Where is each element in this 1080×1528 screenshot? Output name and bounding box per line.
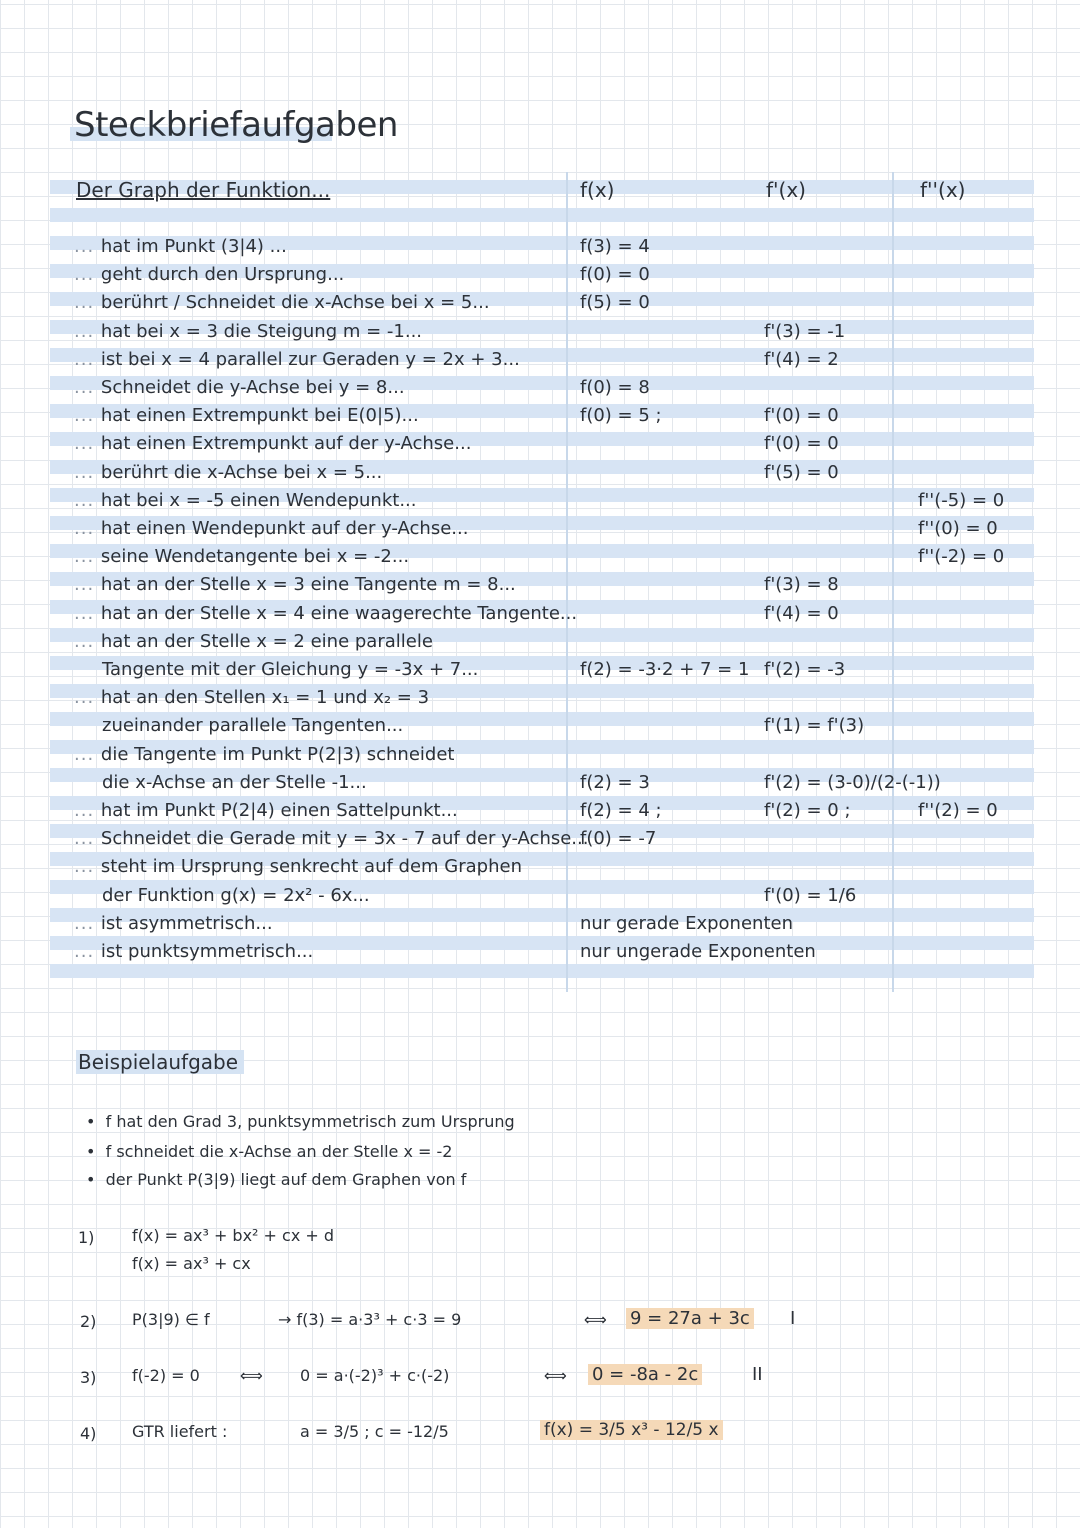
list-item: • der Punkt P(3|9) liegt auf dem Graphen von f xyxy=(86,1170,467,1189)
ellipsis-marker: ... xyxy=(74,489,101,511)
ellipsis-marker: ... xyxy=(74,941,101,962)
condition-text: hat bei x = 3 die Steigung m = -1... xyxy=(100,320,423,342)
cell-fx: f(0) = -7 xyxy=(580,828,657,850)
ellipsis-marker: ... xyxy=(74,574,101,596)
cell-f2: f''(-5) = 0 xyxy=(918,489,1005,511)
condition-text: hat an den Stellen x₁ = 1 und x₂ = 3 xyxy=(100,687,430,709)
step-2-equation: → f(3) = a·3³ + c·3 = 9 xyxy=(278,1310,462,1329)
header-fx: f(x) xyxy=(580,178,615,202)
condition-text: hat einen Wendepunkt auf der y-Achse... xyxy=(100,518,469,539)
table-row xyxy=(74,236,287,257)
list-item: • f schneidet die x-Achse an der Stelle x = -2 xyxy=(86,1142,453,1161)
condition-text: die x-Achse an der Stelle -1... xyxy=(102,771,367,793)
step-number: 4) xyxy=(80,1424,97,1443)
condition-text: Schneidet die Gerade mit y = 3x - 7 auf der y-Achse... xyxy=(100,828,589,850)
ellipsis-marker: ... xyxy=(74,264,101,286)
cell-f1: f'(0) = 0 xyxy=(764,405,839,427)
ellipsis-marker: ... xyxy=(74,800,101,821)
table-row xyxy=(74,405,419,426)
cell-fx: f(2) = 3 xyxy=(580,771,650,793)
condition-text: hat im Punkt (3|4) ... xyxy=(100,236,287,257)
condition-text: ist asymmetrisch... xyxy=(100,912,273,934)
cell-f1: f'(2) = (3-0)/(2-(-1)) xyxy=(764,771,941,793)
table-row xyxy=(74,349,520,370)
cell-fx: f(2) = 4 ; xyxy=(580,800,662,821)
condition-text: hat einen Extrempunkt auf der y-Achse... xyxy=(100,433,472,455)
condition-text: hat einen Extrempunkt bei E(0|5)... xyxy=(100,405,419,427)
equivalence-arrow: ⟺ xyxy=(240,1366,263,1385)
ellipsis-marker: ... xyxy=(74,630,101,652)
ellipsis-marker: ... xyxy=(74,546,101,568)
equivalence-arrow: ⟺ xyxy=(584,1310,607,1329)
step-3-equation: 0 = a·(-2)³ + c·(-2) xyxy=(300,1366,450,1385)
table-row xyxy=(102,772,367,793)
table-row xyxy=(74,462,382,483)
cell-fx: f(2) = -3·2 + 7 = 1 xyxy=(580,659,750,680)
table-row xyxy=(74,574,516,595)
step-number: 1) xyxy=(78,1228,95,1247)
table-row xyxy=(74,264,344,285)
condition-text: berührt / Schneidet die x-Achse bei x = 5... xyxy=(100,292,490,314)
cell-f1: f'(0) = 1/6 xyxy=(764,884,857,906)
step-4-solution: a = 3/5 ; c = -12/5 xyxy=(300,1422,449,1441)
table-row xyxy=(74,603,577,624)
step-4-label: GTR liefert : xyxy=(132,1422,228,1441)
cell-fx: nur gerade Exponenten xyxy=(580,912,793,934)
table-row xyxy=(74,744,454,765)
condition-text: seine Wendetangente bei x = -2... xyxy=(100,546,410,568)
cell-f1: f'(0) = 0 xyxy=(764,433,839,455)
ellipsis-marker: ... xyxy=(74,236,101,257)
cell-fx: f(5) = 0 xyxy=(580,292,650,314)
cell-f1: f'(4) = 0 xyxy=(764,602,839,624)
table-row xyxy=(74,631,433,652)
roman-numeral-i: I xyxy=(790,1308,796,1329)
step-1-reduced-form: f(x) = ax³ + cx xyxy=(132,1254,251,1273)
table-row xyxy=(102,885,370,906)
table-row xyxy=(102,715,403,736)
list-item: • f hat den Grad 3, punktsymmetrisch zum Ursprung xyxy=(86,1112,515,1131)
condition-text: hat im Punkt P(2|4) einen Sattelpunkt... xyxy=(100,800,458,821)
table-row xyxy=(74,377,405,398)
equivalence-arrow: ⟺ xyxy=(544,1366,567,1385)
table-row xyxy=(74,518,468,539)
condition-text: berührt die x-Achse bei x = 5... xyxy=(100,461,383,483)
table-row xyxy=(74,490,416,511)
condition-text: ist bei x = 4 parallel zur Geraden y = 2x + 3... xyxy=(100,348,520,370)
ellipsis-marker: ... xyxy=(74,602,101,624)
condition-text: hat an der Stelle x = 3 eine Tangente m = 8... xyxy=(100,574,516,596)
step-1-general-form: f(x) = ax³ + bx² + cx + d xyxy=(132,1226,335,1245)
header-f1: f'(x) xyxy=(766,178,806,202)
ellipsis-marker: ... xyxy=(74,292,101,314)
step-3-condition: f(-2) = 0 xyxy=(132,1366,200,1385)
table-row xyxy=(74,433,471,454)
cell-f1: f'(2) = 0 ; xyxy=(764,800,851,821)
step-2-condition: P(3|9) ∈ f xyxy=(132,1310,210,1329)
condition-table xyxy=(50,172,1034,992)
cell-f1: f'(1) = f'(3) xyxy=(764,715,865,737)
ellipsis-marker: ... xyxy=(74,743,101,765)
equation-ii: 0 = -8a - 2c xyxy=(588,1364,702,1385)
cell-f1: f'(3) = -1 xyxy=(764,320,846,342)
header-f2: f''(x) xyxy=(920,178,966,202)
roman-numeral-ii: II xyxy=(752,1364,763,1385)
ellipsis-marker: ... xyxy=(74,320,101,342)
step-number: 3) xyxy=(80,1368,97,1387)
ellipsis-marker: ... xyxy=(74,377,101,398)
example-heading: Beispielaufgabe xyxy=(76,1050,244,1074)
table-row xyxy=(74,856,522,877)
final-function: f(x) = 3/5 x³ - 12/5 x xyxy=(540,1420,723,1440)
table-row xyxy=(74,546,409,567)
table-row xyxy=(102,659,478,680)
ellipsis-marker: ... xyxy=(74,856,101,878)
table-row xyxy=(74,687,429,708)
cell-f1: f'(4) = 2 xyxy=(764,348,839,370)
cell-f1: f'(5) = 0 xyxy=(764,461,839,483)
condition-text: zueinander parallele Tangenten... xyxy=(102,715,404,737)
condition-text: ist punktsymmetrisch... xyxy=(100,941,314,962)
equation-i: 9 = 27a + 3c xyxy=(626,1308,754,1329)
condition-text: Tangente mit der Gleichung y = -3x + 7... xyxy=(102,659,479,680)
table-row xyxy=(74,321,422,342)
table-row xyxy=(74,913,273,934)
cell-fx: f(0) = 8 xyxy=(580,377,650,398)
cell-fx: f(0) = 5 ; xyxy=(580,405,662,427)
ellipsis-marker: ... xyxy=(74,518,101,539)
ellipsis-marker: ... xyxy=(74,912,101,934)
condition-text: der Funktion g(x) = 2x² - 6x... xyxy=(102,884,370,906)
cell-f2: f''(2) = 0 xyxy=(918,800,998,821)
ellipsis-marker: ... xyxy=(74,687,101,709)
condition-text: hat bei x = -5 einen Wendepunkt... xyxy=(100,489,417,511)
cell-fx: nur ungerade Exponenten xyxy=(580,941,816,962)
table-row xyxy=(74,941,313,962)
condition-text: steht im Ursprung senkrecht auf dem Graphen xyxy=(100,856,522,878)
ellipsis-marker: ... xyxy=(74,405,101,427)
ellipsis-marker: ... xyxy=(74,461,101,483)
page-title: Steckbriefaufgaben xyxy=(74,105,398,145)
table-row xyxy=(74,292,490,313)
condition-text: die Tangente im Punkt P(2|3) schneidet xyxy=(100,743,455,765)
cell-f1: f'(2) = -3 xyxy=(764,659,846,680)
cell-f2: f''(0) = 0 xyxy=(918,518,998,539)
cell-f1: f'(3) = 8 xyxy=(764,574,839,596)
condition-text: Schneidet die y-Achse bei y = 8... xyxy=(100,377,405,398)
condition-text: hat an der Stelle x = 4 eine waagerechte Tangente... xyxy=(100,602,578,624)
table-row xyxy=(74,800,458,821)
ellipsis-marker: ... xyxy=(74,348,101,370)
header-condition: Der Graph der Funktion... xyxy=(76,178,331,202)
condition-text: hat an der Stelle x = 2 eine parallele xyxy=(100,630,433,652)
cell-fx: f(0) = 0 xyxy=(580,264,650,286)
cell-f2: f''(-2) = 0 xyxy=(918,546,1005,568)
ellipsis-marker: ... xyxy=(74,828,101,850)
ellipsis-marker: ... xyxy=(74,433,101,455)
cell-fx: f(3) = 4 xyxy=(580,236,650,257)
step-number: 2) xyxy=(80,1312,97,1331)
condition-text: geht durch den Ursprung... xyxy=(100,264,345,286)
table-row xyxy=(74,828,588,849)
